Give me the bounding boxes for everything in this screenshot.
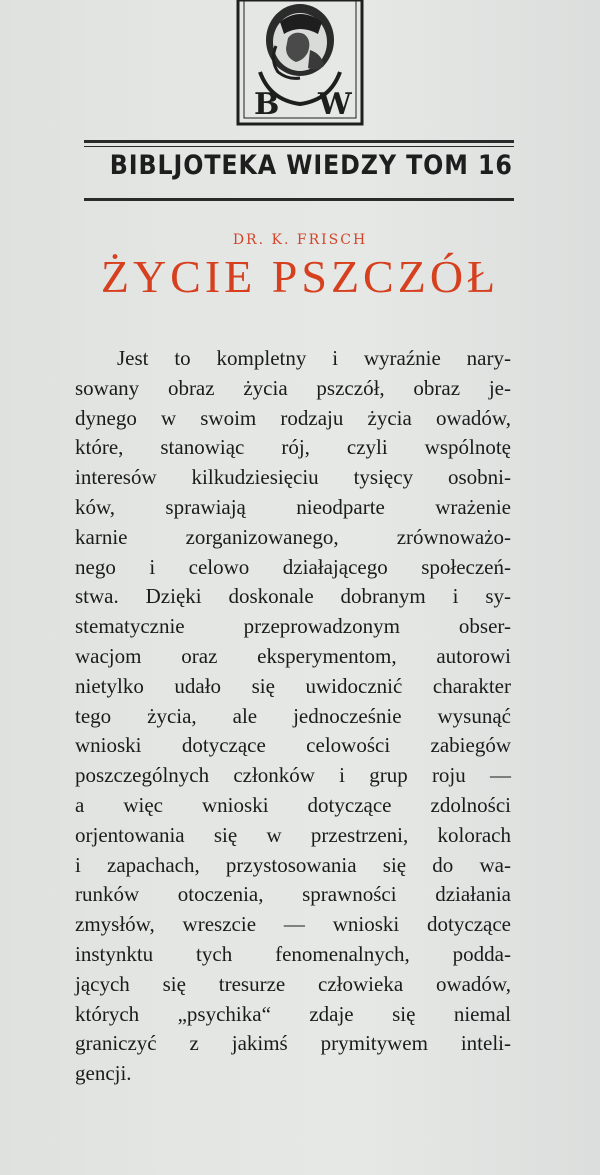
description-line: i zapachach, przystosowania się do wa- xyxy=(75,852,511,877)
description-line: dynego w swoim rodzaju życia owadów, xyxy=(75,405,511,430)
description-line: wnioski dotyczące celowości zabiegów xyxy=(75,733,511,758)
description-line: które, stanowiąc rój, czyli wspólnotę xyxy=(75,435,511,460)
description-line: tego życia, ale jednocześnie wysunąć xyxy=(75,703,511,728)
description-line: nietylko udało się uwidocznić charakter xyxy=(75,673,511,698)
description-line: stwa. Dzięki doskonale dobranym i sy- xyxy=(75,584,511,609)
description-text xyxy=(75,344,511,1089)
description-line: instynktu tych fenomenalnych, podda- xyxy=(75,941,511,966)
description-line: których „psychika“ zdaje się niemal xyxy=(75,1001,511,1026)
book-title: ŻYCIE PSZCZÓŁ xyxy=(100,251,500,302)
header-rule-top-thin xyxy=(84,146,514,147)
description-line: orjentowania się w przestrzeni, kolorach xyxy=(75,822,511,847)
description-line: nego i celowo działającego społeczeń- xyxy=(75,554,511,579)
svg-text:W: W xyxy=(318,87,352,122)
header-rule-bottom xyxy=(84,198,514,201)
description-line: interesów kilkudziesięciu tysięcy osobni- xyxy=(75,465,511,490)
description-line: poszczególnych członków i grup roju — xyxy=(75,763,511,788)
publisher-logo xyxy=(230,0,370,128)
description-line: stematycznie przeprowadzonym obser- xyxy=(75,614,511,639)
header-rule-top xyxy=(84,140,514,143)
description-line: wacjom oraz eksperymentom, autorowi xyxy=(75,643,511,668)
series-title: BIBLJOTEKA WIEDZY TOM 16 xyxy=(109,150,513,181)
description-line: runków otoczenia, sprawności działania xyxy=(75,882,511,907)
description-line: Jest to kompletny i wyraźnie nary- xyxy=(117,346,511,370)
description-line: sowany obraz życia pszczół, obraz je- xyxy=(75,375,511,400)
description-line: a więc wnioski dotyczące zdolności xyxy=(75,792,511,817)
svg-text:B: B xyxy=(254,87,280,122)
description-line: karnie zorganizowanego, zrównoważo- xyxy=(75,524,511,549)
description-line: jących się tresurze człowieka owadów, xyxy=(75,971,511,996)
author-name: DR. K. FRISCH xyxy=(232,232,368,248)
description-line: gencji. xyxy=(75,1061,132,1086)
description-line: ków, sprawiają nieodparte wrażenie xyxy=(75,494,511,519)
description-line: zmysłów, wreszcie — wnioski dotyczące xyxy=(75,912,511,937)
description-line: graniczyć z jakimś prymitywem inteli- xyxy=(75,1031,511,1056)
